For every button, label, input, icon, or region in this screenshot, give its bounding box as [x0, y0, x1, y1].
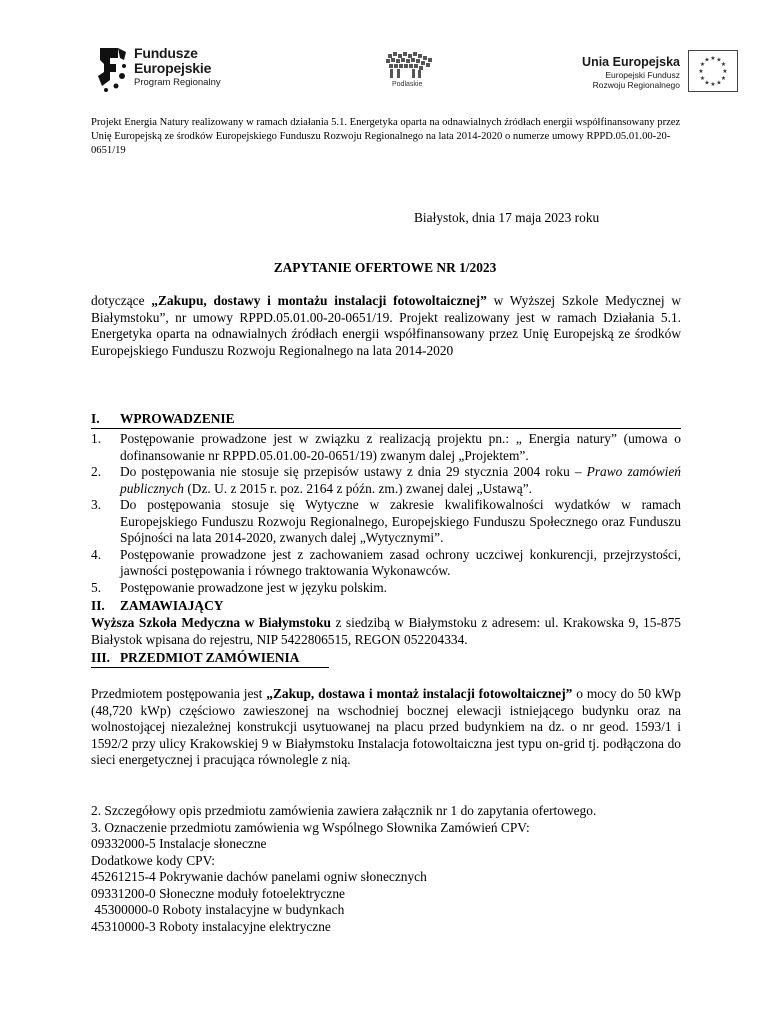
intro-prefix: dotyczące: [91, 293, 152, 308]
unia-europejska-logo: [580, 50, 760, 100]
subject-prefix: Przedmiotem postępowania jest: [91, 686, 267, 701]
list-item-number: 4.: [91, 546, 102, 562]
svg-text:★: ★: [722, 68, 728, 75]
text-line: 45300000-0 Roboty instalacyjne w budynkach: [91, 902, 345, 917]
svg-text:★: ★: [720, 75, 727, 82]
section-1-title: WPROWADZENIE: [120, 411, 235, 426]
fe-logo-line3: Program Regionalny: [134, 77, 221, 88]
section-2-title: ZAMAWIAJĄCY: [120, 598, 224, 613]
text-line: 09332000-5 Instalacje słoneczne: [91, 836, 267, 851]
text-line: 09331200-0 Słoneczne moduły fotoelektryczne: [91, 885, 345, 901]
svg-text:★: ★: [704, 79, 710, 87]
list-item-number: 5.: [91, 579, 102, 595]
podlaskie-label: Podlaskie: [392, 81, 423, 88]
section-3-rule: [91, 667, 329, 668]
subject-bold: „Zakup, dostawa i montaż instalacji fotowoltaicznej”: [266, 686, 573, 701]
svg-text:★: ★: [699, 75, 706, 82]
text-line: 2. Szczegółowy opis przedmiotu zamówienia zawiera załącznik nr 1 do zapytania ofertowego.: [91, 803, 597, 818]
section-3-number: III.: [91, 650, 110, 665]
section-1-number: I.: [91, 411, 100, 426]
podlaskie-logo: [384, 48, 436, 94]
funding-note: Projekt Energia Natury realizowany w ramach działania 5.1. Energetyka oparta na odnawialnych źródłach energii współfinansowany przez Unię Europejską ze środków Europejskiego Funduszu Rozwoju Regionalnego na lata 2014-2020 o numerze umowy RPPD.05.01.00-20-0651/19: [91, 117, 681, 156]
list-item-text: Do postępowania stosuje się Wytyczne w zakresie kwalifikowalności wydatków w ramach Europejskiego Funduszu Rozwoju Regionalnego, Europejskiego Funduszu Społecznego oraz Funduszu Spójności na lata 2014-2020, zwanych dalej „Wytycznymi”.: [120, 497, 681, 545]
place-date: Białystok, dnia 17 maja 2023 roku: [414, 210, 600, 225]
fundusze-europejskie-logo: [96, 42, 256, 98]
subject-rest: o mocy do 50 kWp (48,720 kWp) częściowo zawieszonej na wschodniej bocznej elewacji istniejącego budynku oraz na wolnostojącej niezależnej konstrukcji usytuowanej na placu przed budynkiem na dz. o nr geod. 1593/1 i 1592/2 przy ulicy Krakowskiej 9 w Białymstoku Instalacja fotowoltaiczna jest typu on-grid tj. podłączona do sieci energetycznej i pracująca równolegle z nią.: [91, 686, 682, 767]
svg-text:★: ★: [710, 81, 716, 88]
list-item: [91, 497, 681, 547]
list-item: [91, 580, 681, 597]
text-line: 45261215-4 Pokrywanie dachów panelami ogniw słonecznych: [91, 869, 427, 884]
bison-icon: [384, 48, 436, 82]
list-item-italic: Prawo zamówień publicznych: [120, 464, 682, 496]
section-3-title: PRZEDMIOT ZAMÓWIENIA: [120, 650, 300, 665]
svg-text:★: ★: [716, 56, 722, 64]
text-line: 45310000-3 Roboty instalacyjne elektryczne: [91, 918, 331, 934]
list-item: [91, 431, 681, 464]
section-2-number: II.: [91, 598, 105, 613]
section-1-heading: [91, 411, 235, 427]
list-item-text: Postępowanie prowadzone jest w związku z realizacją projektu pn.: „ Energia natury” (umowa o dofinansowanie nr RPPD.05.01.00-20-0651/19) zwanym dalej „Projektem”.: [120, 431, 681, 463]
list-item-number: 3.: [91, 497, 102, 512]
intro-rest: w Wyższej Szkole Medycznej w Białymstoku”, nr umowy RPPD.05.01.00-20-0651/19. Projekt realizowany jest w ramach Działania 5.1. Energetyka oparta na odnawialnych źródłach energii współfinansowany przez Unię Europejską ze środków Europejskiego Funduszu Rozwoju Regionalnego na lata 2014-2020: [91, 293, 681, 358]
eu-logo-line2: Europejski Fundusz: [605, 70, 680, 80]
ordering-party-name: Wyższa Szkoła Medyczna w Białymstoku: [91, 615, 331, 630]
eu-flag-icon: [688, 50, 738, 92]
svg-text:★: ★: [710, 55, 716, 62]
svg-text:★: ★: [720, 61, 727, 68]
ordering-party-details: z siedzibą w Białymstoku z adresem: ul. Krakowska 9, 15-875 Białystok wpisana do rejestru, NIP 5422806515, REGON 052204334.: [91, 615, 681, 647]
list-item-text: Postępowanie prowadzone jest z zachowaniem zasad ochrony uczciwej konkurencji, przejrzystości, jawności postępowania i równego traktowania Wykonawców.: [120, 546, 681, 578]
section-3-paragraph: [91, 686, 681, 769]
section-1-rule: [91, 428, 681, 429]
section-2-paragraph: [91, 615, 681, 648]
list-item: [91, 547, 681, 580]
list-item-text: Postępowanie prowadzone jest w języku polskim.: [120, 579, 388, 595]
eu-logo-line1: Unia Europejska: [582, 55, 680, 69]
text-line: 3. Oznaczenie przedmiotu zamówienia wg Wspólnego Słownika Zamówień CPV:: [91, 819, 530, 835]
section-2-heading: [91, 598, 223, 614]
list-item-number: 2.: [91, 464, 102, 479]
list-item: [91, 464, 681, 497]
svg-text:★: ★: [704, 56, 710, 64]
text-line: Dodatkowe kody CPV:: [91, 852, 215, 868]
svg-text:★: ★: [716, 79, 722, 87]
document-title: ZAPYTANIE OFERTOWE NR 1/2023: [273, 260, 497, 275]
fundusze-star-icon: [96, 46, 128, 92]
svg-text:★: ★: [698, 68, 704, 75]
intro-bold: „Zakupu, dostawy i montażu instalacji fotowoltaicznej”: [151, 293, 487, 308]
section-1-list: [91, 431, 681, 596]
fe-logo-line1: Fundusze: [134, 45, 198, 61]
list-item-text-post: (Dz. U. z 2015 r. poz. 2164 z późn. zm.) zwanej dalej „Ustawą”.: [183, 480, 533, 496]
section-3-heading: [91, 650, 299, 666]
section-3-lines: [91, 803, 691, 935]
fe-logo-line2: Europejskie: [134, 60, 212, 76]
intro-paragraph: [91, 293, 681, 359]
list-item-number: 1.: [91, 431, 102, 446]
svg-text:★: ★: [699, 61, 706, 68]
list-item-text: Do postępowania nie stosuje się przepisów ustawy z dnia 29 stycznia 2004 roku –: [120, 464, 587, 479]
eu-logo-line3: Rozwoju Regionalnego: [592, 80, 680, 90]
